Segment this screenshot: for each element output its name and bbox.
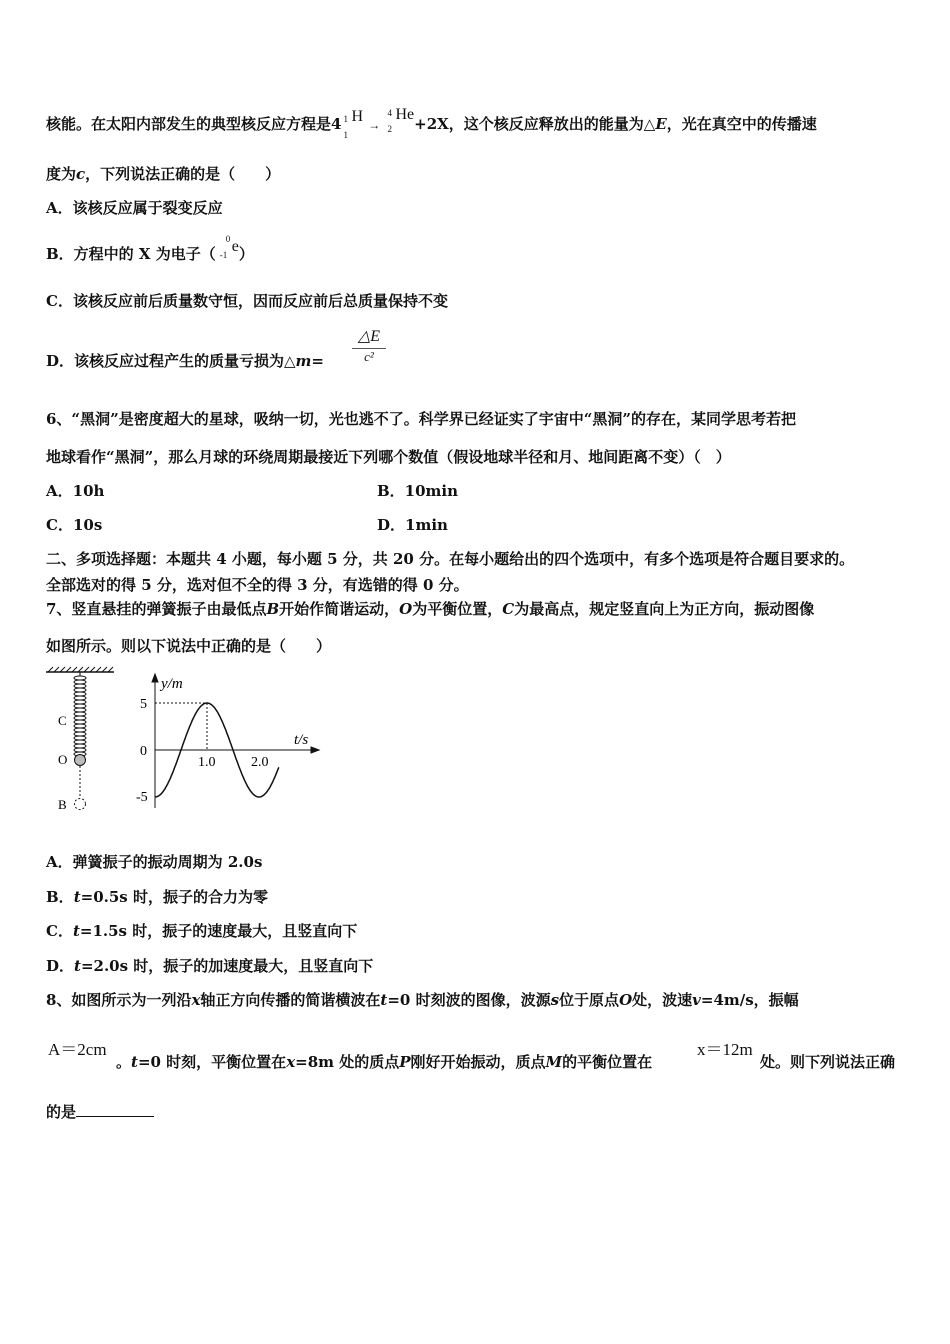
q7-option-a: A．弹簧振子的振动周期为 2.0s <box>46 853 263 871</box>
q6-option-c: C．10s <box>46 516 103 534</box>
q5-stem-line2: 度为c，下列说法正确的是（ ） <box>46 165 281 183</box>
q5-option-a: A．该核反应属于裂变反应 <box>46 199 223 217</box>
answer-blank[interactable] <box>76 1102 154 1117</box>
q5-text: ，光在真空中的传播速 <box>666 115 817 133</box>
y-tick-pos: 5 <box>140 697 147 712</box>
position-formula: x＝12m <box>697 1040 753 1059</box>
q6-option-a: A．10h <box>46 482 105 500</box>
electron-nuclide: 0 -1 e <box>219 234 239 260</box>
q5-coefficient: 4 <box>331 115 342 133</box>
helium-nuclide: 4 2 He <box>387 106 415 134</box>
q6-option-b: B．10min <box>377 482 459 500</box>
reaction-arrow: → <box>368 118 381 132</box>
x-tick-1: 1.0 <box>198 755 216 770</box>
q6-stem-line2: 地球看作“黑洞”，那么月球的环绕周期最接近下列哪个数值（假设地球半径和月、地间距离不变）（ ） <box>46 448 731 466</box>
q5-stem-line1 <box>46 106 817 140</box>
origin-label: 0 <box>140 744 147 759</box>
mass-defect-fraction: △E c² <box>352 326 386 365</box>
mass-symbol: m <box>295 352 312 370</box>
label-c: C <box>58 713 67 728</box>
t-axis-label: t/s <box>294 732 309 748</box>
hydrogen-nuclide: 1 1 H <box>343 108 364 140</box>
q6-stem-line1: 6、“黑洞”是密度超大的星球，吸纳一切，光也逃不了。科学界已经证实了宇宙中“黑洞”的存在，某同学思考若把 <box>46 410 796 428</box>
y-axis-label: y/m <box>161 676 183 692</box>
q7-stem-line2: 如图所示。则以下说法中正确的是（ ） <box>46 637 332 655</box>
q5-option-b: B．方程中的 X 为电子（ 0 -1 e） <box>46 234 254 263</box>
q5-option-c: C．该核反应前后质量数守恒，因而反应前后总质量保持不变 <box>46 292 448 310</box>
amplitude-formula: A＝2cm <box>48 1040 107 1059</box>
y-tick-neg: -5 <box>136 790 148 805</box>
section2-instructions-line2: 全部选对的得 5 分，选对但不全的得 3 分，有选错的得 0 分。 <box>46 576 469 594</box>
q5-text: +2X，这个核反应释放出的能量为△ <box>414 115 656 133</box>
light-speed-symbol: c <box>76 165 86 183</box>
q7-stem-line1: 7、竖直悬挂的弹簧振子由最低点B开始作简谐运动，O为平衡位置，C为最高点，规定竖直向上为正方向，振动图像 <box>46 600 815 618</box>
max-guide <box>155 703 207 750</box>
spring <box>74 672 86 756</box>
label-o: O <box>58 752 68 767</box>
ceiling <box>46 667 114 672</box>
energy-symbol: E <box>655 115 667 133</box>
oscillator-ball <box>75 755 86 766</box>
label-b: B <box>58 797 67 812</box>
dashed-extension <box>75 766 86 810</box>
q5-text: 核能。在太阳内部发生的典型核反应方程是 <box>46 115 332 133</box>
q7-option-d: D．t=2.0s 时，振子的加速度最大，且竖直向下 <box>46 957 374 975</box>
q5-option-d: D．该核反应过程产生的质量亏损为△m= <box>46 352 324 370</box>
x-tick-2: 2.0 <box>251 755 269 770</box>
q7-option-b: B．t=0.5s 时，振子的合力为零 <box>46 888 268 906</box>
q8-stem-line2-end: 处。则下列说法正确 <box>760 1053 896 1071</box>
q7-figure <box>40 664 330 816</box>
q7-option-c: C．t=1.5s 时，振子的速度最大，且竖直向下 <box>46 922 358 940</box>
q8-stem-line1: 8、如图所示为一列沿x轴正方向传播的简谐横波在t=0 时刻波的图像，波源s位于原点O处，波速v=4m/s，振幅 <box>46 991 799 1009</box>
q6-option-d: D．1min <box>377 516 448 534</box>
q8-stem-line2: 。t=0 时刻，平衡位置在x=8m 处的质点P刚好开始振动，质点M的平衡位置在 <box>116 1053 653 1071</box>
q8-stem-line3: 的是 <box>46 1102 154 1122</box>
section2-instructions-line1: 二、多项选择题：本题共 4 小题，每小题 5 分，共 20 分。在每小题给出的四个选项中，有多个选项是符合题目要求的。 <box>46 550 855 568</box>
